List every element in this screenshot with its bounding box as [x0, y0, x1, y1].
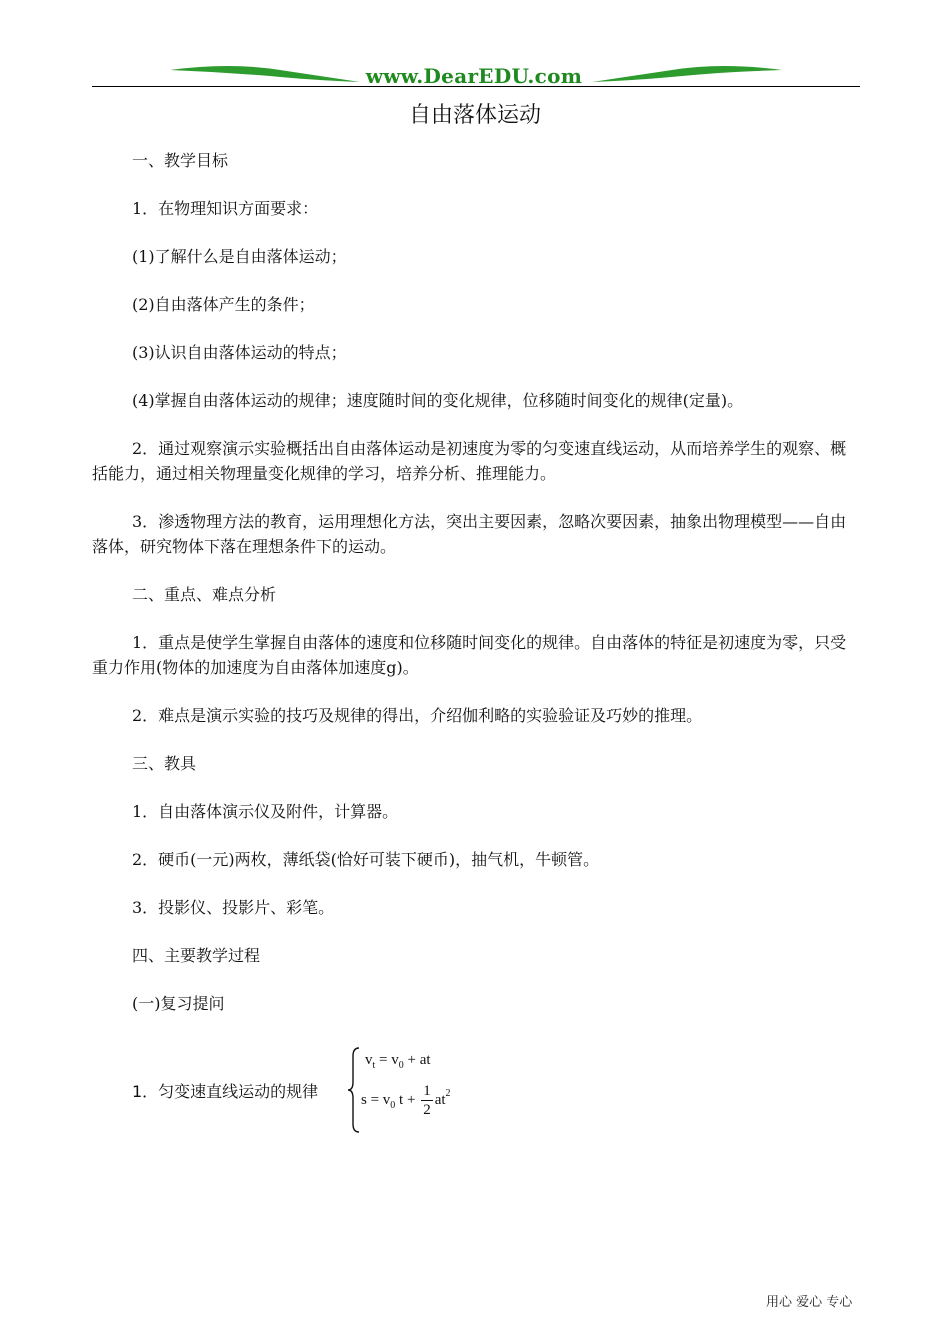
- eq-plus-at: + at: [403, 1052, 431, 1068]
- green-swoosh-right-icon: [592, 60, 782, 86]
- fraction-denominator: 2: [423, 1102, 431, 1118]
- list-item: (3)认识自由落体运动的特点；: [132, 343, 347, 362]
- paragraph: 2．难点是演示实验的技巧及规律的得出，介绍伽利略的实验验证及巧妙的推理。: [132, 706, 703, 725]
- paragraph: 3．渗透物理方法的教育，运用理想化方法，突出主要因素，忽略次要因素，抽象出物理模型——自由落体，研究物体下落在理想条件下的运动。: [92, 512, 847, 556]
- heading-objectives: 一、教学目标: [132, 151, 229, 170]
- page-footer: 用心 爱心 专心: [766, 1295, 853, 1310]
- heading-teaching-aids: 三、教具: [132, 754, 197, 773]
- list-item: (1)了解什么是自由落体运动；: [132, 247, 347, 266]
- heading-teaching-process: 四、主要教学过程: [132, 946, 261, 965]
- list-item: (2)自由落体产生的条件；: [132, 295, 315, 314]
- list-item: 3．投影仪、投影片、彩笔。: [132, 898, 335, 917]
- left-brace-icon: [347, 1046, 361, 1134]
- document-body: [92, 148, 860, 1016]
- list-item: 1．自由落体演示仪及附件，计算器。: [132, 802, 399, 821]
- eq-t-plus: t +: [395, 1091, 420, 1108]
- eq-at: at: [434, 1091, 446, 1108]
- page-title: 自由落体运动: [408, 103, 541, 128]
- velocity-equation: [365, 1052, 431, 1071]
- eq-sub-0: 0: [398, 1060, 404, 1071]
- list-item: (4)掌握自由落体运动的规律；速度随时间的变化规律，位移随时间变化的规律(定量)。: [132, 391, 744, 410]
- eq-s-equals-v: s = v: [361, 1091, 391, 1108]
- eq-sup-2: 2: [445, 1087, 451, 1099]
- fraction-half: [421, 1082, 433, 1119]
- subheading-review: (一)复习提问: [132, 994, 225, 1013]
- formula-block: [132, 1046, 552, 1138]
- eq-v: v: [365, 1052, 373, 1068]
- green-swoosh-left-icon: [170, 60, 360, 86]
- eq-equals-v: = v: [375, 1052, 399, 1068]
- eq-sub-0: 0: [390, 1099, 396, 1111]
- paragraph: 1．重点是使学生掌握自由落体的速度和位移随时间变化的规律。自由落体的特征是初速度为零，只受重力作用(物体的加速度为自由落体加速度g)。: [92, 633, 847, 677]
- site-logo-text[interactable]: www.DearEDU.com: [365, 64, 583, 88]
- site-header: [92, 60, 860, 92]
- list-item: 2．硬币(一元)两枚，薄纸袋(恰好可装下硬币)，抽气机，牛顿管。: [132, 850, 600, 869]
- fraction-numerator: 1: [423, 1083, 431, 1099]
- paragraph: 1．在物理知识方面要求：: [132, 199, 319, 218]
- heading-key-points: 二、重点、难点分析: [132, 585, 277, 604]
- formula-label: 1．匀变速直线运动的规律: [132, 1082, 319, 1101]
- displacement-equation: [361, 1082, 451, 1119]
- header-rule: [92, 86, 860, 87]
- eq-sub-t: t: [372, 1060, 376, 1071]
- paragraph: 2．通过观察演示实验概括出自由落体运动是初速度为零的匀变速直线运动，从而培养学生的观察、概括能力，通过相关物理量变化规律的学习，培养分析、推理能力。: [92, 439, 847, 483]
